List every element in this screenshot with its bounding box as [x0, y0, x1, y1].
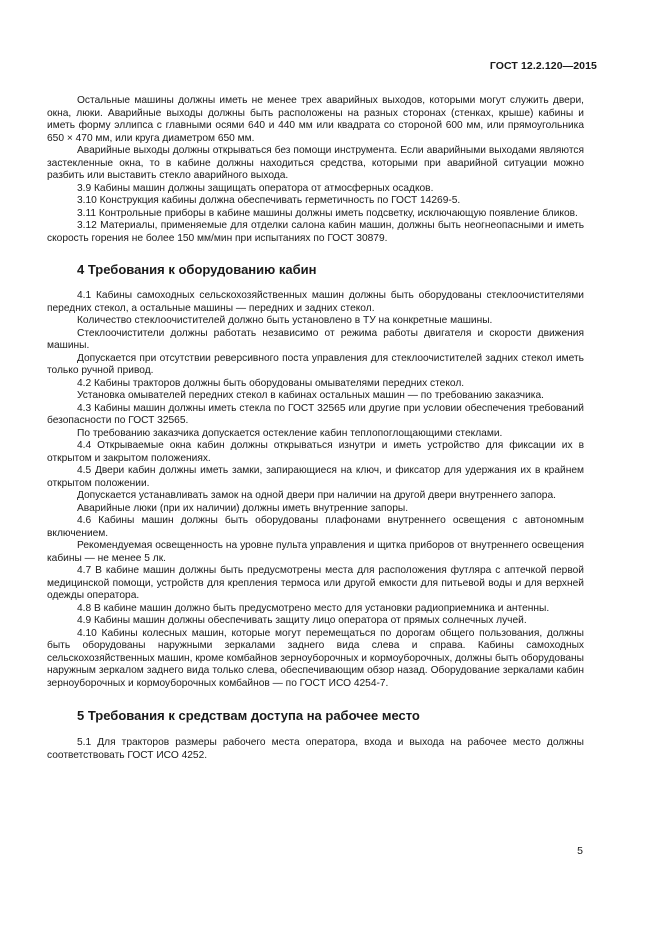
- paragraph: 3.12 Материалы, применяемые для отделки салона кабин машин, должны быть неогнеопасными и иметь скорость горения не более 150 мм/мин при испытаниях по ГОСТ 30879.: [47, 220, 584, 244]
- paragraph: Аварийные выходы должны открываться без помощи инструмента. Если аварийными выходами являются застекленные окна, то в кабине должны находиться средства, которыми при аварийной ситуации можно разбить или выставить стекло аварийного выхода.: [47, 145, 584, 181]
- section-4-heading: 4 Требования к оборудованию кабин: [77, 262, 317, 277]
- paragraph: Остальные машины должны иметь не менее трех аварийных выходов, которыми могут служить двери, окна, люки. Аварийные выходы должны быть расположены на разных сторонах (стенках, крыше) кабины и иметь форму эллипса с главными осями 640 и 440 мм или квадрата со стороной 600 мм, или прямоугольника 650 × 470 мм, или круга диаметром 650 мм.: [47, 95, 584, 144]
- paragraph: 4.7 В кабине машин должны быть предусмотрены места для расположения футляра с аптечкой первой медицинской помощи, устройств для крепления термоса или другой емкости для питьевой воды и для верхней одежды оператора.: [47, 565, 584, 601]
- paragraph: 4.6 Кабины машин должны быть оборудованы плафонами внутреннего освещения с автономным включением.: [47, 515, 584, 539]
- paragraph: Допускается устанавливать замок на одной двери при наличии на другой двери внутреннего запора.: [77, 490, 556, 501]
- paragraph: 3.10 Конструкция кабины должна обеспечивать герметичность по ГОСТ 14269-5.: [77, 195, 461, 206]
- paragraph: 4.8 В кабине машин должно быть предусмотрено место для установки радиоприемника и антенны.: [77, 602, 550, 614]
- paragraph: Допускается при отсутствии реверсивного поста управления для стеклоочистителей задних стекол иметь только ручной привод.: [47, 352, 584, 376]
- paragraph: По требованию заказчика допускается остекление кабин теплопоглощающими стеклами.: [77, 427, 503, 439]
- paragraph: 4.1 Кабины самоходных сельскохозяйственных машин должны быть оборудованы стеклоочистителями передних стекол, а остальные машины — передних и задних стекол.: [47, 290, 584, 314]
- paragraph: Стеклоочистители должны работать независимо от режима работы двигателя и скорости движения машины.: [47, 327, 584, 351]
- paragraph: Аварийные люки (при их наличии) должны иметь внутренние запоры.: [77, 502, 409, 514]
- document-code-header: ГОСТ 12.2.120—2015: [489, 60, 597, 72]
- page-number: 5: [577, 845, 583, 857]
- paragraph: 3.11 Контрольные приборы в кабине машины должны иметь подсветку, исключающую появление бликов.: [77, 207, 578, 219]
- section-5-heading: 5 Требования к средствам доступа на рабочее место: [77, 708, 420, 723]
- paragraph: 4.9 Кабины машин должны обеспечивать защиту лицо оператора от прямых солнечных лучей.: [77, 615, 527, 626]
- page-body: [47, 95, 584, 762]
- paragraph: Рекомендуемая освещенность на уровне пульта управления и щитка приборов от внутреннего освещения кабины — не менее 5 лк.: [47, 540, 584, 564]
- paragraph: 4.5 Двери кабин должны иметь замки, запирающиеся на ключ, и фиксатор для удержания их в крайнем открытом положении.: [47, 465, 584, 489]
- paragraph: 4.4 Открываемые окна кабин должны открываться изнутри и иметь устройство для фиксации их в открытом и закрытом положениях.: [47, 440, 584, 464]
- paragraph: 4.2 Кабины тракторов должны быть оборудованы омывателями передних стекол.: [77, 377, 465, 389]
- paragraph: 4.3 Кабины машин должны иметь стекла по ГОСТ 32565 или другие при условии обеспечения требований безопасности по ГОСТ 32565.: [47, 402, 584, 426]
- paragraph: 4.10 Кабины колесных машин, которые могут перемещаться по дорогам общего пользования, должны быть оборудованы наружными зеркалами заднего вида слева и справа. Кабины самоходных сельскохозяйственных машин, кроме комбайнов зерноуборочных и кормоуборочных, должны быть оборудованы наружным зеркалом заднего вида только слева, обеспечивающим обзор назад. Оборудование зеркалами кабин зерноуборочных и кормоуборочных комбайнов — по ГОСТ ИСО 4254-7.: [47, 627, 584, 689]
- paragraph: 5.1 Для тракторов размеры рабочего места оператора, входа и выхода на рабочее место должны соответствовать ГОСТ ИСО 4252.: [47, 737, 584, 761]
- paragraph: 3.9 Кабины машин должны защищать оператора от атмосферных осадков.: [77, 182, 434, 194]
- paragraph: Количество стеклоочистителей должно быть установлено в ТУ на конкретные машины.: [77, 315, 493, 326]
- paragraph: Установка омывателей передних стекол в кабинах остальных машин — по требованию заказчика.: [77, 390, 544, 401]
